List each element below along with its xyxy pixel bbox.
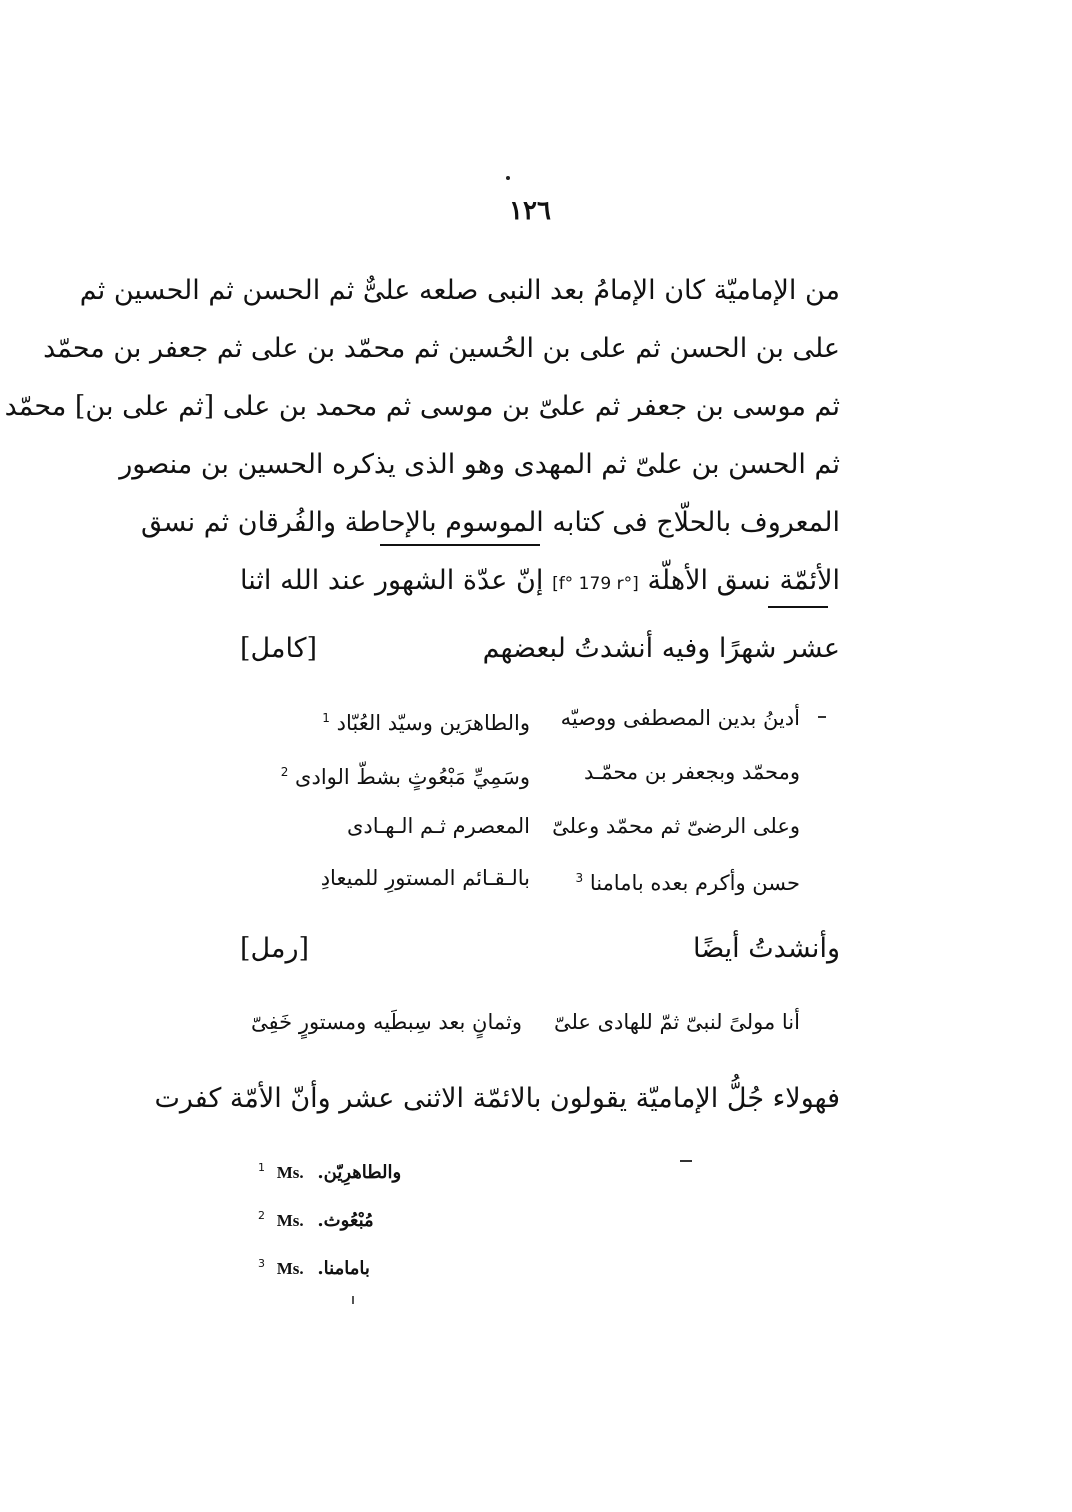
verse-2-second-hemistich xyxy=(280,746,530,803)
verse-3-second-hemistich: المعصرم ثـم الـهـادى xyxy=(346,814,530,838)
verse-1-second-text: والطاهرَين وسيّد العُبّاد xyxy=(336,711,530,735)
prose-line-6 xyxy=(240,552,840,613)
prose-line-1: من الإماميّة كان الإمامُ بعد النبى صلعه علىٌّ ثم الحسن ثم الحسين ثم xyxy=(79,275,840,306)
verse-3-first-hemistich: وعلى الرضىّ ثم محمّد وعلىّ xyxy=(552,814,800,838)
verse-4 xyxy=(280,852,800,904)
footnote-1-label: Ms. xyxy=(276,1163,304,1182)
verse-4-first-hemistich xyxy=(550,852,800,909)
footnote-rule xyxy=(680,1160,692,1162)
verse-3 xyxy=(280,800,800,852)
prose-line-5: المعروف بالحلّاج فى كتابه الموسوم بالإحاطة والفُرقان ثم نسق xyxy=(141,507,840,538)
footnote-2-reading: مُبْعُوث. xyxy=(317,1210,374,1231)
footnote-1 xyxy=(258,1148,401,1188)
verse-1-first-hemistich: أدينُ بدين المصطفى ووصيّه xyxy=(560,706,800,730)
bottom-tick-mark xyxy=(352,1296,354,1304)
footnote-ref-2: 2 xyxy=(280,765,289,779)
closing-prose-line: فهولاء جُلُّ الإماميّة يقولون بالائمّة الاثنى عشر وأنّ الأمّة كفرت xyxy=(154,1083,840,1114)
footnote-ref-1: 1 xyxy=(322,711,330,725)
verse-ramal-second-hemistich: وثمانٍ بعد سِبطَيه ومستورٍ خَفِىّ xyxy=(251,1010,522,1034)
verse-intro-text-2: وأنشدتُ أيضًا xyxy=(693,933,840,964)
page-number: ١٢٦ xyxy=(509,196,551,226)
meter-label-ramal: [رمل] xyxy=(240,933,310,964)
footnote-3-label: Ms. xyxy=(276,1259,304,1278)
prose-line-3: ثم موسى بن جعفر ثم علىّ بن موسى ثم محمد بن على [ثم على بن] محمّد xyxy=(4,391,840,422)
footnote-1-reading: والطاهرِيّن. xyxy=(317,1162,402,1183)
footnote-2-label: Ms. xyxy=(276,1211,304,1230)
verse-4-second-hemistich: بالـقـائم المستورِ للميعادِ xyxy=(320,866,530,890)
verse-intro-line xyxy=(240,620,840,678)
footnote-3-reading: بامامنا. xyxy=(317,1258,370,1279)
folio-reference: [f° 179 r°] xyxy=(552,574,639,594)
footnote-2 xyxy=(258,1196,374,1236)
verse-4-first-text: حسن وأكرم بعده بامامنا xyxy=(589,871,800,895)
verse-2 xyxy=(280,746,800,798)
verse-intro-text: عشر شهرًا وفيه أنشدتُ لبعضهم xyxy=(482,633,840,664)
verse-intro-line-2 xyxy=(240,920,840,978)
footnote-3-number: 3 xyxy=(258,1257,265,1270)
footnote-3 xyxy=(258,1244,370,1284)
verse-1-second-hemistich xyxy=(280,692,530,749)
verse-1 xyxy=(280,692,800,744)
prose-line-2: على بن الحسن ثم على بن الحُسين ثم محمّد بن على ثم جعفر بن محمّد xyxy=(43,333,840,364)
top-dot-mark xyxy=(506,176,510,180)
verse-2-first-hemistich: ومحمّد وبجعفر بن محمّـد xyxy=(584,760,800,784)
underline-mark-2 xyxy=(768,606,828,608)
footnote-1-number: 1 xyxy=(258,1161,265,1174)
verse-ramal xyxy=(251,996,800,1048)
verse-ramal-first-hemistich: أنا مولىً لنبىّ ثمّ للهادى علىّ xyxy=(553,1010,800,1034)
footnote-ref-3: 3 xyxy=(575,871,584,885)
margin-dash xyxy=(818,716,826,718)
underline-mark xyxy=(380,544,540,546)
prose-line-4: ثم الحسن بن علىّ ثم المهدى وهو الذى يذكره الحسين بن منصور xyxy=(119,449,840,480)
prose-line-6-start: الأئمّة نسق الأهلّة xyxy=(647,565,840,596)
footnote-2-number: 2 xyxy=(258,1209,265,1222)
meter-label-kamil: [كامل] xyxy=(240,633,318,664)
prose-line-6-end: إنّ عدّة الشهور عند الله اثنا xyxy=(240,565,544,596)
verse-2-second-text: وسَمِيِّ مَبْعُوثٍ بشطّ الوادى xyxy=(295,765,530,789)
